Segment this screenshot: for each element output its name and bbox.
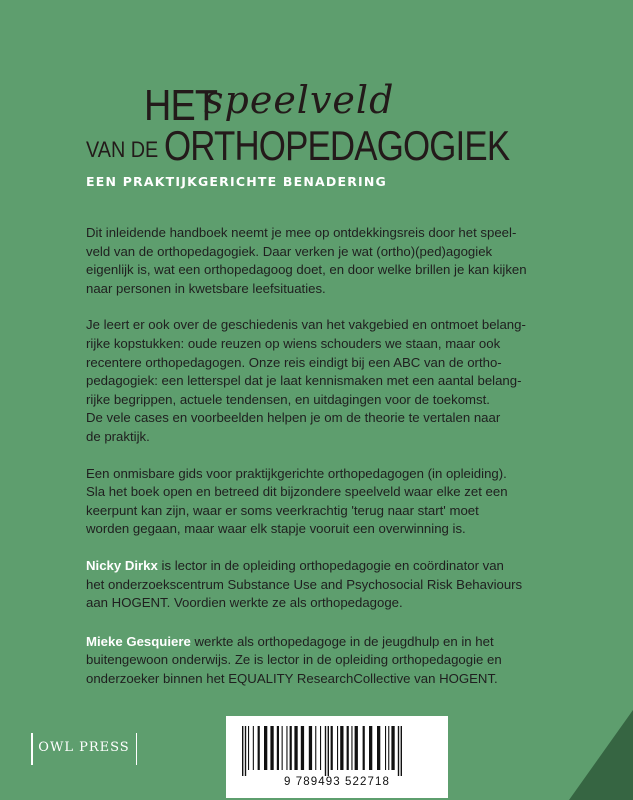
logo-bar-right	[136, 733, 138, 765]
barcode-bar	[309, 726, 312, 770]
barcode-bar	[282, 726, 283, 770]
author-name: Mieke Gesquiere	[86, 633, 191, 649]
barcode-bar	[253, 726, 254, 770]
barcode-bars	[240, 726, 434, 776]
barcode-bar	[242, 726, 243, 776]
author-bio	[86, 557, 558, 613]
barcode-bar	[377, 726, 380, 770]
title-orthopedagogiek: ORTHOPEDAGOGIEK	[164, 122, 510, 169]
barcode-bar	[315, 726, 316, 770]
barcode-bar	[277, 726, 279, 770]
author-bio-text: werkte als orthopedagoge in de jeugdhulp en in het buitengewoon onderwijs. Ze is lector in de opleiding orthopedagogie en onderzoeker binnen het EQUALITY ResearchCollective van HOGENT.	[86, 633, 502, 686]
title-speelveld: speelveld	[204, 78, 395, 122]
barcode-bar	[391, 726, 394, 770]
barcode-bar	[320, 726, 321, 770]
barcode-bar	[369, 726, 372, 770]
barcode-bar	[328, 726, 329, 776]
blurb	[86, 224, 558, 708]
barcode-bar	[347, 726, 349, 770]
barcode-bar	[264, 726, 267, 770]
barcode-bar	[385, 726, 386, 770]
barcode-bar	[245, 726, 246, 776]
isbn-number: 9 789493 522718	[283, 776, 391, 788]
blurb-paragraph: Dit inleidende handboek neemt je mee op ontdekkingsreis door het speel- veld van de orthopedagogiek. Daar verken je wat (ortho)(ped)agogiek eigenlijk is, wat een orthopedagoog doet, en door welke brillen je kan kijken naar personen in kwetsbare leefsituaties.	[86, 225, 527, 296]
author-bio	[86, 633, 558, 689]
publisher-name: OWL PRESS	[38, 740, 130, 755]
barcode-bar	[340, 726, 343, 770]
author-bio-text: is lector in de opleiding orthopedagogie en coördinator van het onderzoekscentrum Substance Use and Psychosocial Risk Behaviours aan HOGENT. Voordien werkte ze als orthopedagoge.	[86, 557, 523, 611]
page-curl-shadow	[569, 710, 633, 800]
barcode-bar	[294, 726, 297, 770]
blurb-paragraph: Een onmisbare gids voor praktijkgerichte orthopedagogen (in opleiding). Sla het boek open en betreed dit bijzondere speelveld waar elke zet een keerpunt kan zijn, waar er soms veerkrachtig 'terug naar start' moet worden gegaan, maar waar elk stapje vooruit een overwinning is.	[86, 465, 508, 537]
title-het: HET	[144, 81, 218, 130]
barcode-bar	[258, 726, 260, 770]
barcode-bar	[363, 726, 365, 770]
barcode-bar	[388, 726, 389, 770]
barcode-bar	[331, 726, 333, 770]
title-van-de: VAN DE	[86, 137, 159, 162]
barcode-bar	[325, 726, 326, 776]
barcode-bar	[301, 726, 304, 770]
blurb-paragraph: Je leert er ook over de geschiedenis van het vakgebied en ontmoet belang- rijke kopstukken: oude reuzen op wiens schouders we staan, maar ook recentere orthopedagogen. Onze reis eindigt bij een ABC van de ortho- pedagogiek: een letterspel dat je laat kennismaken met een aantal belang- rijke begrippen, actuele tendensen, en uitdagingen voor de toekomst. De vele cases en voorbeelden helpen je om de theorie te vertalen naar de praktijk.	[86, 317, 526, 444]
author-name: Nicky Dirkx	[86, 557, 158, 573]
barcode-bar	[355, 726, 358, 770]
barcode-bar	[401, 726, 402, 776]
barcode-bar	[286, 726, 287, 770]
barcode-bar	[270, 726, 273, 770]
barcode-bar	[248, 726, 249, 770]
barcode-bar	[290, 726, 292, 770]
barcode-bar	[351, 726, 352, 770]
publisher-logo	[31, 733, 137, 765]
barcode-bar	[398, 726, 399, 776]
isbn-barcode	[226, 716, 448, 798]
subtitle: EEN PRAKTIJKGERICHTE BENADERING	[86, 174, 387, 189]
barcode-bar	[337, 726, 338, 770]
